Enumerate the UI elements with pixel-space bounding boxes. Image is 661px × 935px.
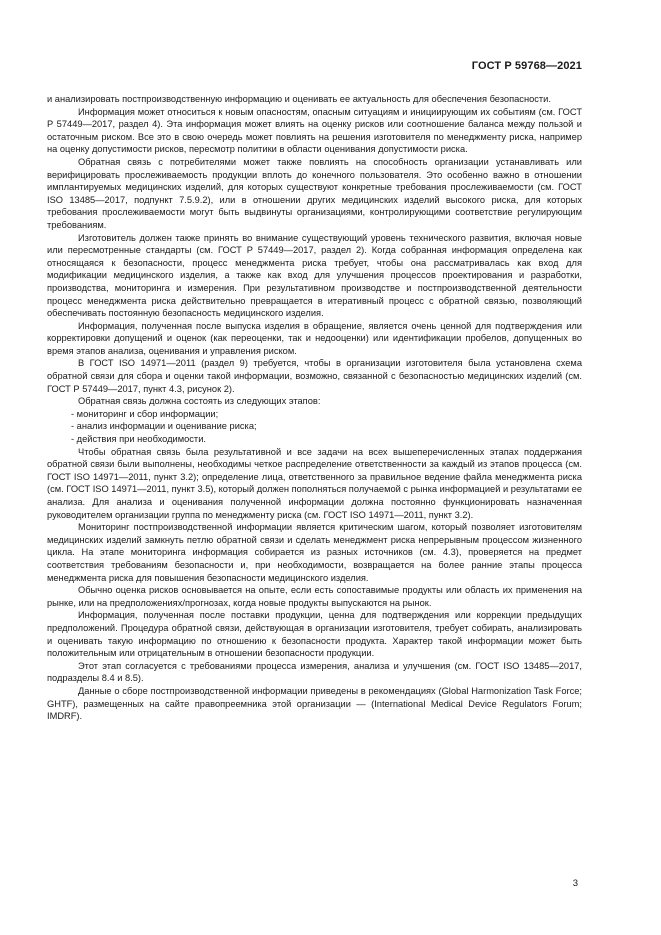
list-item: - мониторинг и сбор информации; <box>71 408 219 419</box>
paragraph-continued: и анализировать постпроизводственную информацию и оценивать ее актуальность для обеспечения безопасности. <box>47 94 551 104</box>
list-item: - анализ информации и оценивание риска; <box>71 421 257 432</box>
page-number: 3 <box>572 878 578 889</box>
paragraph: Мониторинг постпроизводственной информации является критическим шагом, который позволяет изготовителям медицинских изделий замкнуть петлю обратной связи и сделать менеджмент риска непрерывным процессом жизненного цикла. На этапе мониторинга информация собирается из разных источников (см. 4.3), проверяется на предмет соответствия требованиям безопасности и, при необходимости, возвращается на более ранние этапы процесса менеджмента риска для повышения безопасности медицинского изделия. <box>47 522 582 583</box>
paragraph: Обычно оценка рисков основывается на опыте, если есть сопоставимые продукты или область их применения на рынке, или на предположениях/прогнозах, когда новые продукты выпускаются на рынок. <box>47 585 582 608</box>
paragraph: Информация, полученная после поставки продукции, ценна для подтверждения или коррекции предыдущих предположений. Процедура обратной связи, действующая в организации изготовителя, требует собирать, анализировать и оценивать такую информацию по отношению к безопасности продукта. Характер такой информации может быть положительным или отрицательным в отношении безопасности продукции. <box>47 610 582 659</box>
paragraph: Данные о сборе постпроизводственной информации приведены в рекомендациях (Global Harmonization Task Force; GHTF), размещенных на сайте правопреемника этой организации — (International Medical Device Regulators Forum; IMDRF). <box>47 685 582 722</box>
paragraph: Информация может относиться к новым опасностям, опасным ситуациям и инициирующим их событиям (см. ГОСТ Р 57449—2017, раздел 4). Эта информация может влиять на оценку рисков или соотношение баланса между пользой и остаточным риском. Все это в свою очередь может повлиять на решения изготовителя по менеджменту риска, например на оценку допустимости рисков, пересмотр политики в области оценивания допустимости риска. <box>47 106 582 155</box>
body-text <box>47 93 582 723</box>
paragraph: Изготовитель должен также принять во внимание существующий уровень технического развития, включая новые или пересмотренные стандарты (см. ГОСТ Р 57449—2017, раздел 2). Когда собранная информация определена как относящаяся к безопасности, процесс менеджмента риска требует, чтобы она рассматривалась как вход для модификации медицинского изделия, а также как вход для улучшения процессов проектирования и разработки, производства, мониторинга и измерения. При результативном производстве и постпроизводственной деятельности процесс менеджмента риска действительно превращается в итеративный процесс с обратной связью, позволяющий обеспечивать постоянную безопасность медицинского изделия. <box>47 232 582 319</box>
list-item: - действия при необходимости. <box>71 434 206 445</box>
paragraph: Этот этап согласуется с требованиями процесса измерения, анализа и улучшения (см. ГОСТ ISO 13485—2017, подразделы 8.4 и 8.5). <box>47 660 582 684</box>
document-code: ГОСТ Р 59768—2021 <box>471 60 582 72</box>
paragraph: Обратная связь с потребителями может также повлиять на способность организации устанавливать или верифицировать прослеживаемость продукции вплоть до конечного пользователя. Это особенно важно в отношении имплантируемых медицинских изделий, для которых существуют конкретные требования прослеживаемости (см. ГОСТ ISO 13485—2017, подпункт 7.5.9.2), или в отношении других медицинских изделий высокого риска, для которых требования прослеживаемости могут быть выдвинуты организациями, контролирующими соответствие регулирующим требованиям. <box>47 156 582 230</box>
paragraph: Чтобы обратная связь была результативной и все задачи на всех вышеперечисленных этапах поддержания обратной связи были выполнены, необходимы четкое распределение ответственности за каждый из этапов процесса (см. ГОСТ ISO 14971—2011, пункт 3.2); определение лица, ответственного за правильное ведение файла менеджмента риска (см. ГОСТ ISO 14971—2011, пункт 3.5), который должен пополняться получаемой с рынка информацией и результатами ее анализа. Для анализа и оценивания полученной информации должна постоянно функционировать назначенная руководителем организации группа по менеджменту риска (см. ГОСТ ISO 14971—2011, пункт 3.2). <box>47 446 583 520</box>
paragraph: В ГОСТ ISO 14971—2011 (раздел 9) требуется, чтобы в организации изготовителя была установлена схема обратной связи для сбора и оценки такой информации, возможно, связанной с безопасностью медицинских изделий (см. ГОСТ Р 57449—2017, пункт 4.3, рисунок 2). <box>47 358 582 394</box>
paragraph: Информация, полученная после выпуска изделия в обращение, является очень ценной для подтверждения или корректировки допущений и оценок (как переоценки, так и недооценки) или идентификации пробелов, допущенных во время этапов анализа, оценивания и управления риском. <box>47 320 582 356</box>
paragraph: Обратная связь должна состоять из следующих этапов: <box>78 396 321 407</box>
